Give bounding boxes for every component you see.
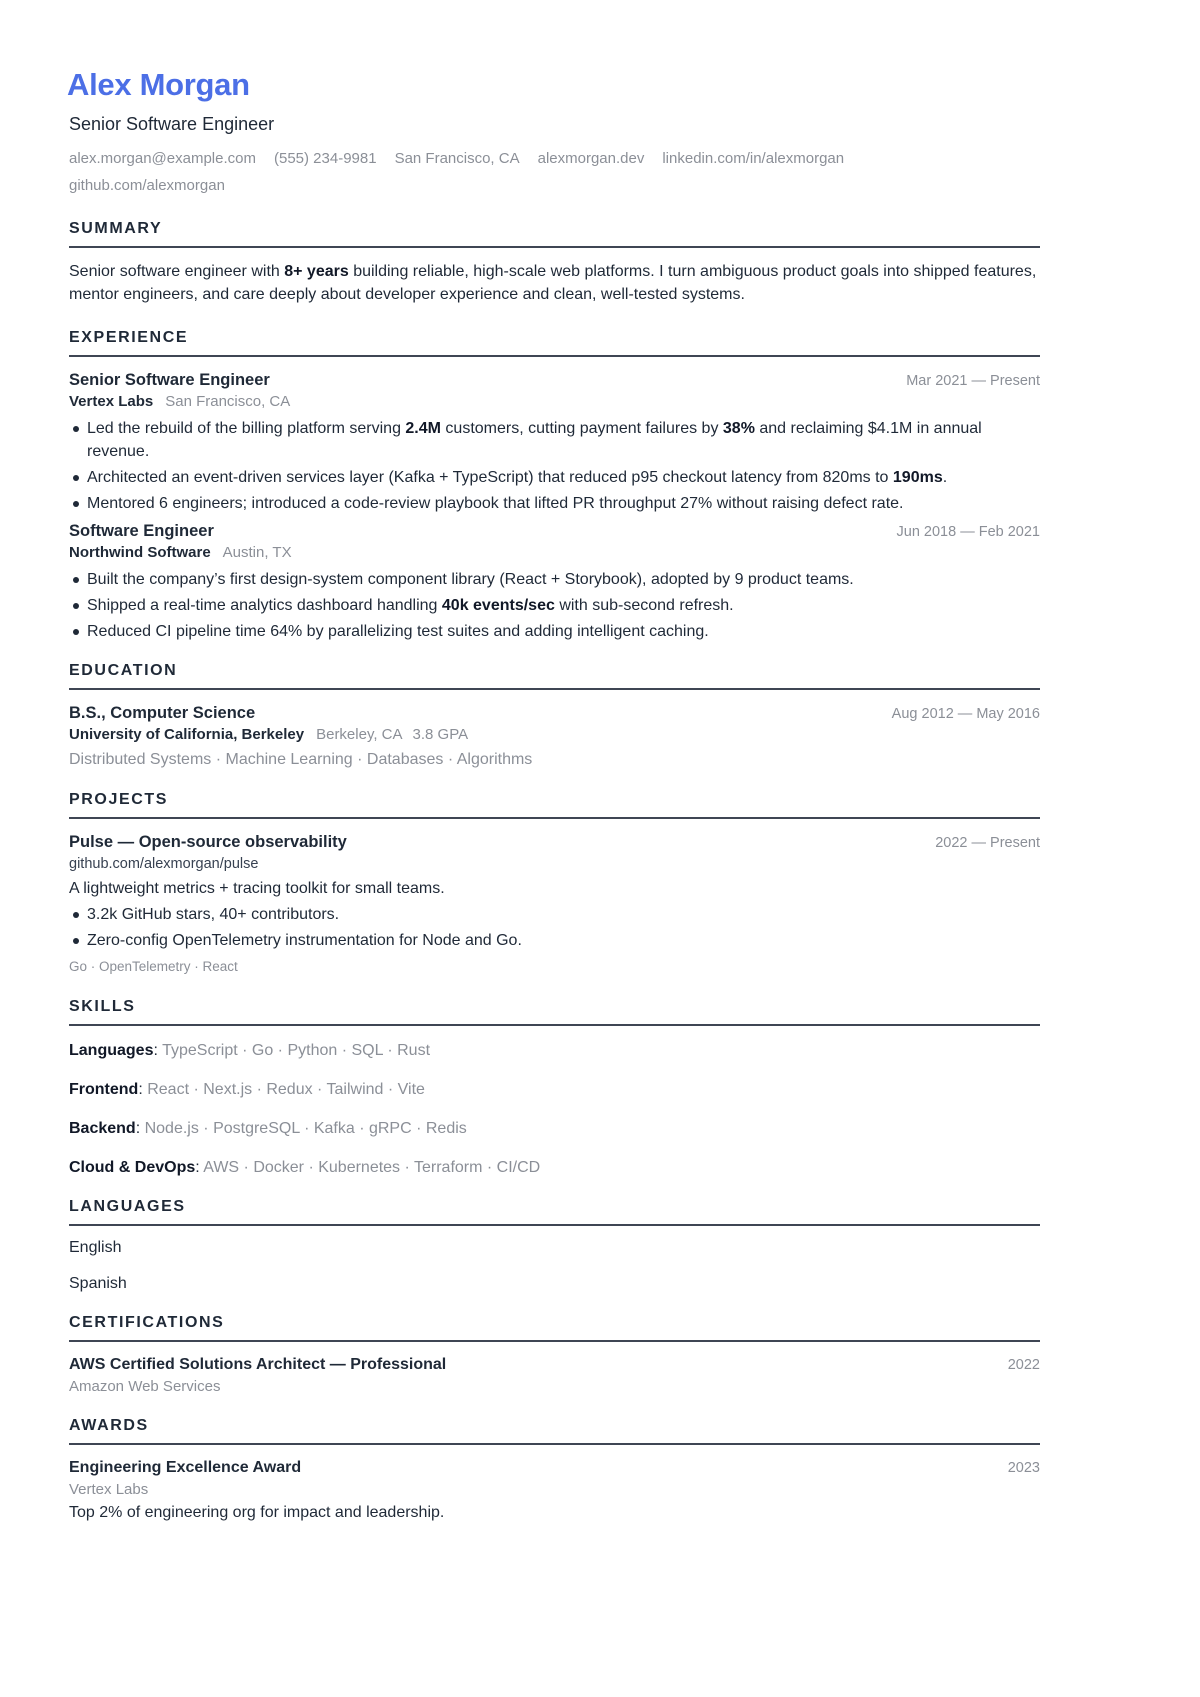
section-title: CERTIFICATIONS [69,1314,225,1331]
awards-section [69,1416,1040,1524]
education-section [69,661,1040,772]
section-title: AWARDS [69,1417,149,1434]
company-name: Northwind Software [69,544,211,561]
award-year: 2023 [1007,1460,1040,1476]
education-dates: Aug 2012 — May 2016 [891,706,1040,722]
experience-section [69,328,1040,643]
language-item: Spanish [69,1275,127,1292]
company-name: Vertex Labs [69,393,154,410]
skill-group: Languages: TypeScript · Go · Python · SQL · Rust [69,1042,431,1059]
resume-header [69,66,1040,199]
certification-name: AWS Certified Solutions Architect — Professional [69,1356,447,1373]
award-entry [69,1457,1040,1524]
job-location: Austin, TX [222,544,292,561]
certification-year: 2022 [1007,1357,1040,1373]
list-item: 3.2k GitHub stars, 40+ contributors. [69,903,1040,926]
section-divider [69,1224,1040,1226]
job-title: Software Engineer [69,522,214,540]
section-divider [69,1340,1040,1342]
section-title: EDUCATION [69,662,178,679]
bullet-icon [73,938,79,944]
projects-section [69,790,1040,979]
list-item: Led the rebuild of the billing platform serving 2.4M customers, cutting payment failures by 38% and reclaiming $4.1M in annual revenue. [69,417,1040,463]
contact-location: San Francisco, CA [394,150,520,167]
section-divider [69,1443,1040,1445]
section-divider [69,688,1040,690]
job-location: San Francisco, CA [165,393,291,410]
summary-text: Senior software engineer with 8+ years building reliable, high-scale web platforms. I turn ambiguous product goals into shipped features, mentor engineers, and care deeply about developer experience and clean, well-tested systems. [69,263,1037,303]
list-item: Reduced CI pipeline time 64% by parallelizing test suites and adding intelligent caching. [69,620,1040,643]
project-entry [69,831,1040,979]
job-dates: Jun 2018 — Feb 2021 [896,524,1040,540]
language-item: English [69,1239,122,1256]
certification-issuer: Amazon Web Services [69,1378,221,1395]
list-item: Built the company’s first design-system component library (React + Storybook), adopted by 9 product teams. [69,568,1040,591]
contact-list [69,145,869,199]
skill-group: Cloud & DevOps: AWS · Docker · Kubernetes · Terraform · CI/CD [69,1159,541,1176]
bullet-icon [73,426,79,432]
skill-group: Backend: Node.js · PostgreSQL · Kafka · gRPC · Redis [69,1120,467,1137]
candidate-name: Alex Morgan [67,67,250,102]
summary-section [69,219,1040,306]
list-item: Architected an event-driven services layer (Kafka + TypeScript) that reduced p95 checkout latency from 820ms to 190ms. [69,466,1040,489]
list-item: Mentored 6 engineers; introduced a code-review playbook that lifted PR throughput 27% without raising defect rate. [69,492,1040,515]
bullet-icon [73,475,79,481]
bullet-icon [73,577,79,583]
project-name: Pulse — Open-source observability [69,833,347,851]
bullet-icon [73,912,79,918]
project-link[interactable]: github.com/alexmorgan/pulse [69,856,259,872]
contact-linkedin[interactable]: linkedin.com/in/alexmorgan [662,150,845,167]
certifications-section [69,1313,1040,1398]
experience-entry [69,369,1040,515]
bullet-icon [73,629,79,635]
project-dates: 2022 — Present [935,835,1040,851]
job-title: Senior Software Engineer [69,371,270,389]
contact-website[interactable]: alexmorgan.dev [537,150,645,167]
contact-github[interactable]: github.com/alexmorgan [69,177,225,194]
job-bullets [69,417,1040,515]
school-location: Berkeley, CA [316,726,403,743]
job-dates: Mar 2021 — Present [906,373,1040,389]
candidate-headline: Senior Software Engineer [69,114,275,134]
section-divider [69,1024,1040,1026]
school-name: University of California, Berkeley [69,726,305,743]
project-bullets [69,903,1040,952]
certification-entry [69,1354,1040,1398]
section-divider [69,355,1040,357]
job-bullets [69,568,1040,643]
degree-title: B.S., Computer Science [69,704,256,722]
list-item: Zero-config OpenTelemetry instrumentation for Node and Go. [69,929,1040,952]
languages-section [69,1197,1040,1295]
skill-group: Frontend: React · Next.js · Redux · Tailwind · Vite [69,1081,425,1098]
contact-phone: (555) 234-9981 [273,150,377,167]
section-title: LANGUAGES [69,1198,186,1215]
coursework: Distributed Systems · Machine Learning · Databases · Algorithms [69,751,533,768]
award-description: Top 2% of engineering org for impact and leadership. [69,1504,445,1521]
experience-entry [69,520,1040,643]
education-entry [69,702,1040,772]
bullet-icon [73,501,79,507]
project-tech: Go · OpenTelemetry · React [69,959,238,974]
bullet-icon [73,603,79,609]
project-description: A lightweight metrics + tracing toolkit for small teams. [69,880,445,897]
award-issuer: Vertex Labs [69,1481,149,1498]
list-item: Shipped a real-time analytics dashboard handling 40k events/sec with sub-second refresh. [69,594,1040,617]
section-title: EXPERIENCE [69,329,189,346]
section-divider [69,246,1040,248]
contact-email[interactable]: alex.morgan@example.com [69,150,256,167]
skills-section [69,997,1040,1179]
award-name: Engineering Excellence Award [69,1459,302,1476]
section-title: SKILLS [69,998,136,1015]
section-title: SUMMARY [69,220,163,237]
gpa: 3.8 GPA [412,726,469,743]
section-title: PROJECTS [69,791,169,808]
section-divider [69,817,1040,819]
